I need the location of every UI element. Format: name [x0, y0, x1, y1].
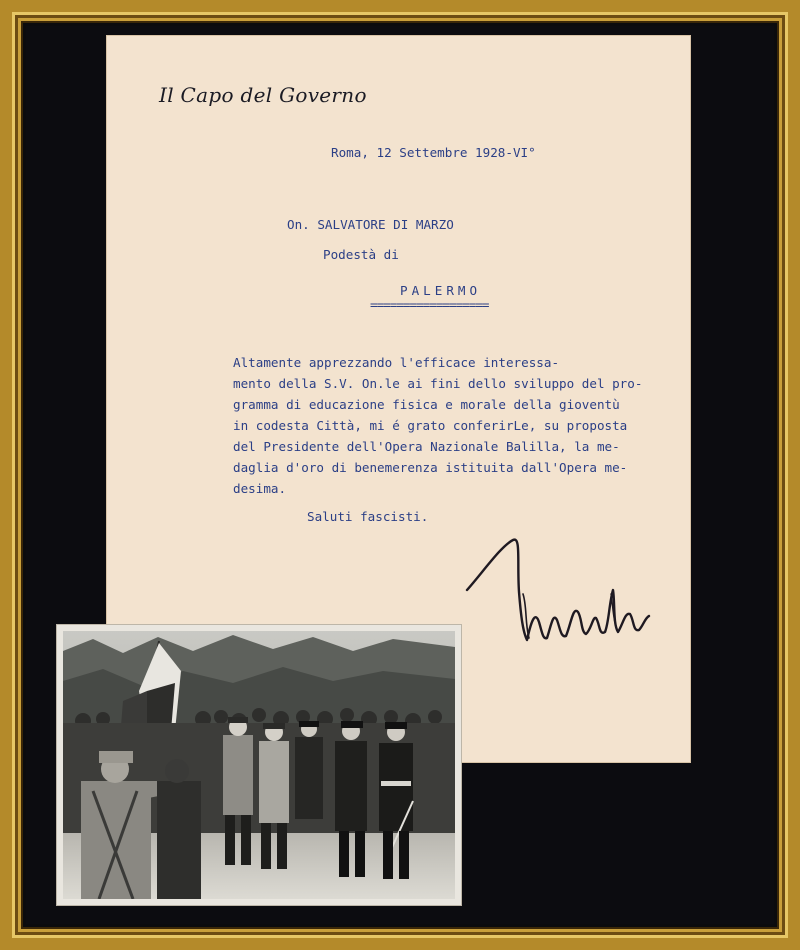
- recipient-name: On. SALVATORE DI MARZO: [287, 217, 454, 232]
- handwritten-signature: [463, 532, 653, 662]
- recipient-title: Podestà di: [323, 247, 399, 262]
- letter-date: Roma, 12 Settembre 1928-VI°: [331, 145, 536, 160]
- letterhead: Il Capo del Governo: [159, 83, 367, 107]
- recipient-city: PALERMO: [400, 283, 482, 298]
- historical-photograph: [57, 625, 461, 905]
- letter-closing: Saluti fascisti.: [307, 509, 429, 524]
- letter-body: Altamente apprezzando l'efficace interessa- mento della S.V. On.le ai fini dello sviluppo del pro- gramma di educazione fisica e morale della gioventù in codesta Città, mi é grato conferirLe, su proposta del Presidente dell'Opera Nazionale Balilla, la me- daglia d'oro di benemerenza istituita dall'Opera me- desima.: [233, 355, 643, 496]
- photo-ceremony-scene: [63, 631, 455, 899]
- city-underline: ==================: [370, 297, 489, 312]
